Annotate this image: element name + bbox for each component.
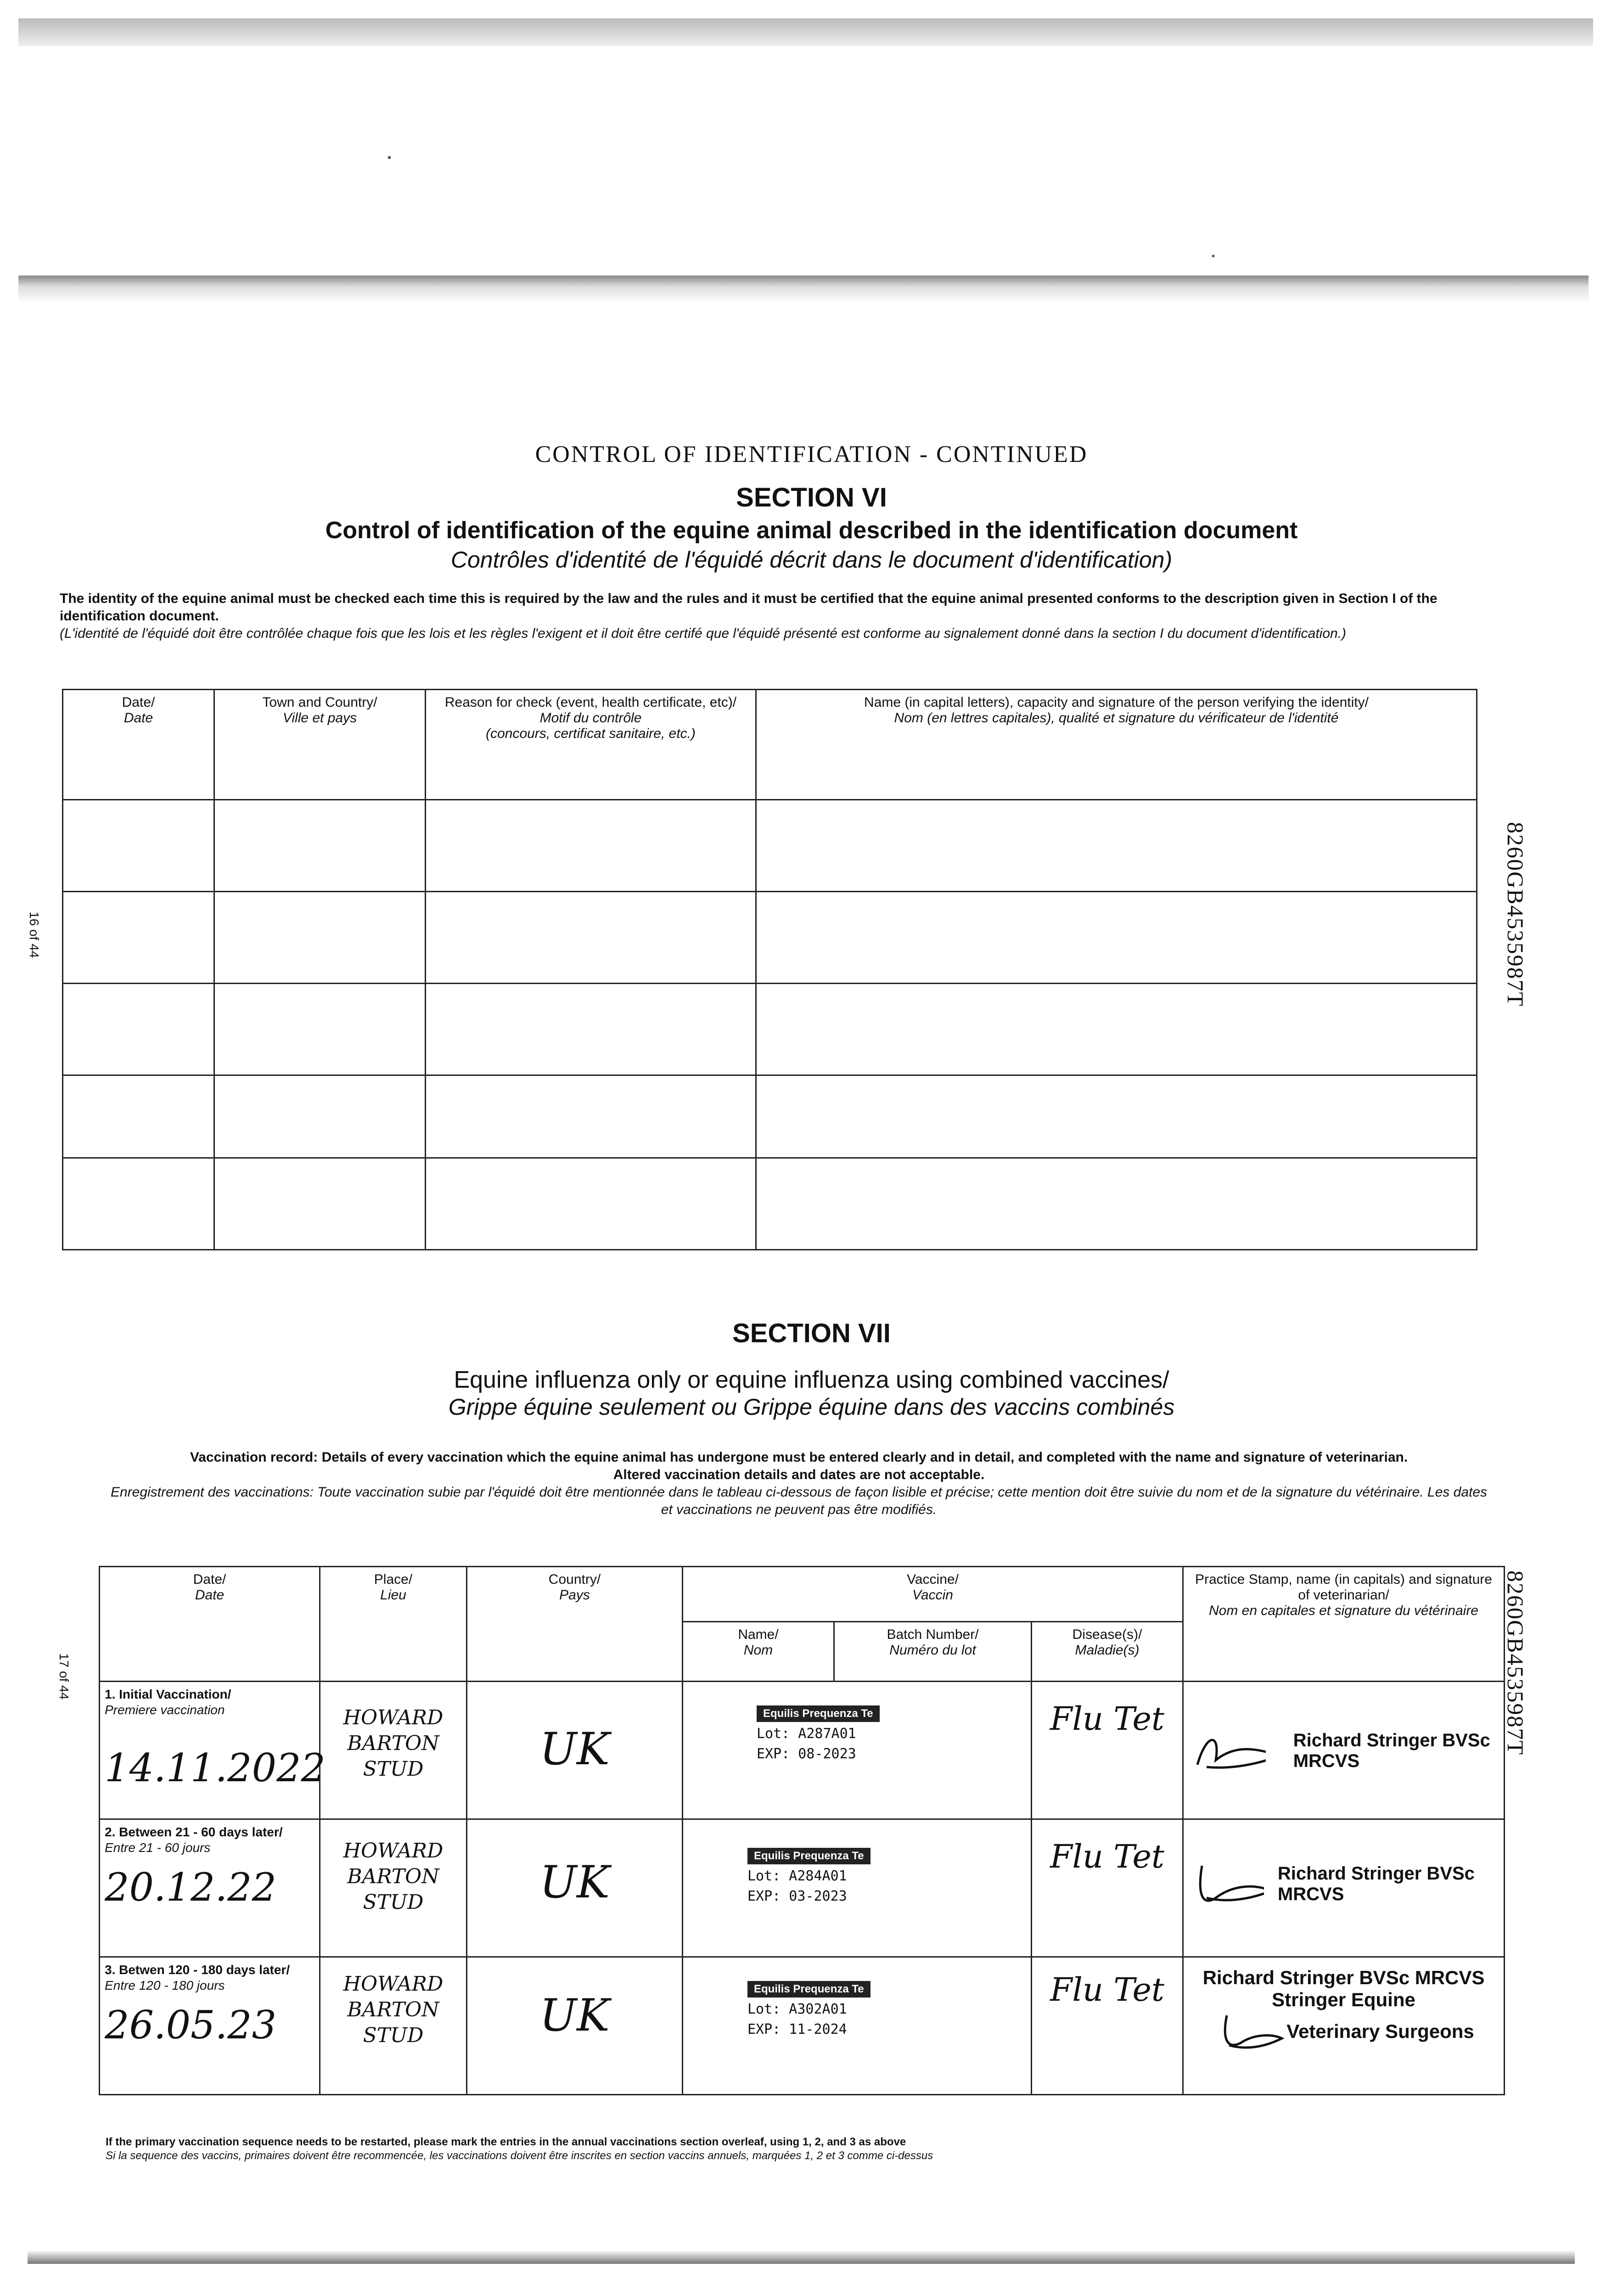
handwritten-country: UK (539, 1990, 610, 2041)
col-place: Place/ (374, 1572, 413, 1587)
vet-stamp-surgeons: Veterinary Surgeons (1286, 2020, 1474, 2042)
handwritten-diseases: Flu Tet (1050, 1838, 1165, 1875)
table-header-row (100, 1567, 1505, 1622)
scan-top-edge (18, 18, 1593, 46)
col-batch-number: Batch Number/ (887, 1627, 979, 1642)
section7-paragraph-en-note: Altered vaccination details and dates are not acceptable. (613, 1467, 985, 1482)
col-vaccine-name-fr: Nom (743, 1643, 773, 1658)
col-date: Date/ (122, 695, 155, 710)
col-reason-fr-detail: (concours, certificat sanitaire, etc.) (486, 726, 696, 741)
col-date: Date/ (193, 1572, 226, 1587)
vaccine-label: Equilis Prequenza Te (747, 1981, 870, 1998)
col-verifier-fr: Nom (en lettres capitales), qualité et signature du vérificateur de l'identité (894, 710, 1339, 726)
section7-subtitle-fr: Grippe équine seulement ou Grippe équine dans des vaccins combinés (448, 1394, 1175, 1420)
row-label: 2. Between 21 - 60 days later/ (105, 1825, 283, 1839)
col-batch-number-fr: Numéro du lot (889, 1643, 976, 1658)
vet-signature (1213, 2011, 1286, 2052)
vaccine-label: Equilis Prequenza Te (747, 1848, 870, 1864)
section7-paragraph-fr: Enregistrement des vaccinations: Toute vaccination subie par l'équidé doit être mentionnée dans le tableau ci-dessous de façon lisible et précise; cette mention doit être suivie du nom et de la signature du vétérinaire. Les dates et vaccinations ne peuvent pas être modifiés. (110, 1485, 1488, 1517)
vet-stamp-practice: Stringer Equine (1272, 1989, 1415, 2010)
table-row (63, 1158, 1477, 1250)
section6-subtitle-en: Control of identification of the equine animal described in the identification document (325, 517, 1298, 544)
col-date-fr: Date (195, 1587, 225, 1603)
col-diseases-fr: Maladie(s) (1075, 1643, 1140, 1658)
section7-paragraph-en: Vaccination record: Details of every vaccination which the equine animal has undergone must be entered clearly and in detail, and completed with the name and signature of veterinarian. (190, 1450, 1408, 1465)
handwritten-diseases: Flu Tet (1050, 1971, 1165, 2009)
handwritten-place: HOWARD BARTON STUD (343, 1839, 444, 1914)
section7-subtitle-en: Equine influenza only or equine influenza using combined vaccines/ (454, 1367, 1169, 1393)
section6-paragraph-fr: (L'identité de l'équidé doit être contrôlée chaque fois que les lois et les règles l'exigent et il doit être certifé que l'équidé présenté est conforme au signalement donné dans la section I du document d'identification.) (60, 626, 1347, 641)
col-reason: Reason for check (event, health certificate, etc)/ (444, 695, 737, 710)
col-reason-fr: Motif du contrôle (539, 710, 642, 726)
scan-speck (388, 156, 391, 159)
page-bottom-edge (28, 2250, 1575, 2264)
col-practice-stamp: Practice Stamp, name (in capitals) and signature of veterinarian/ (1195, 1572, 1492, 1603)
row-label-fr: Entre 21 - 60 jours (105, 1840, 211, 1855)
section7-title: SECTION VII (732, 1318, 891, 1348)
handwritten-date: 20.12.22 (105, 1865, 277, 1910)
table-row (63, 1075, 1477, 1158)
col-place-fr: Lieu (380, 1587, 406, 1603)
page-indicator-17: 17 of 44 (57, 1653, 71, 1700)
col-country: Country/ (548, 1572, 601, 1587)
handwritten-place: HOWARD BARTON STUD (343, 1706, 444, 1781)
col-vaccine-name: Name/ (738, 1627, 779, 1642)
handwritten-country: UK (539, 1723, 610, 1775)
vaccination-table (99, 1566, 1505, 2095)
footer-note-en: If the primary vaccination sequence needs to be restarted, please mark the entries in the annual vaccinations section overleaf, using 1, 2, and 3 as above (106, 2136, 906, 2148)
col-practice-stamp-fr: Nom en capitales et signature du vétérinaire (1209, 1603, 1478, 1618)
vaccine-label: Equilis Prequenza Te (757, 1705, 880, 1722)
vet-signature (1188, 1857, 1264, 1912)
batch-expiry: EXP: 08-2023 (757, 1746, 856, 1762)
handwritten-place: HOWARD BARTON STUD (343, 1972, 444, 2047)
page-indicator-16: 16 of 44 (27, 912, 41, 958)
table-header-row (63, 690, 1477, 800)
batch-expiry: EXP: 03-2023 (747, 1888, 847, 1904)
vaccination-row (100, 1957, 1505, 2095)
row-label: 1. Initial Vaccination/ (105, 1687, 231, 1701)
col-town-country-fr: Ville et pays (282, 710, 357, 726)
col-date-fr: Date (124, 710, 153, 726)
col-vaccine-fr: Vaccin (912, 1587, 953, 1603)
col-country-fr: Pays (559, 1587, 590, 1603)
col-town-country: Town and Country/ (262, 695, 377, 710)
page-fold-shadow (18, 276, 1589, 303)
footer-note-fr: Si la sequence des vaccins, primaires doivent être recommencée, les vaccinations doivent être inscrites en section vaccins annuels, marquées 1, 2 et 3 comme ci-dessus (106, 2150, 933, 2162)
section6-title: SECTION VI (736, 483, 887, 512)
col-diseases: Disease(s)/ (1072, 1627, 1142, 1642)
continued-title: CONTROL OF IDENTIFICATION - CONTINUED (535, 441, 1088, 467)
row-label-fr: Premiere vaccination (105, 1703, 225, 1717)
handwritten-date: 26.05.23 (105, 2003, 277, 2048)
table-row (63, 800, 1477, 892)
row-label: 3. Betwen 120 - 180 days later/ (105, 1963, 290, 1977)
vet-stamp: Richard Stringer BVSc MRCVS (1293, 1730, 1490, 1771)
batch-expiry: EXP: 11-2024 (747, 2021, 847, 2037)
vet-stamp: Richard Stringer BVSc MRCVS (1277, 1863, 1475, 1904)
col-verifier: Name (in capital letters), capacity and signature of the person verifying the identity/ (864, 695, 1369, 710)
vaccination-row (100, 1819, 1505, 1957)
vet-stamp-name: Richard Stringer BVSc MRCVS (1202, 1967, 1485, 1988)
vaccination-row (100, 1682, 1505, 1819)
row-label-fr: Entre 120 - 180 jours (105, 1978, 225, 1992)
ueln-number-top: 8260GB4535987T (1503, 822, 1528, 1007)
batch-lot: Lot: A287A01 (757, 1726, 856, 1742)
table-row (63, 892, 1477, 984)
section6-paragraph-en: The identity of the equine animal must be checked each time this is required by the law and the rules and it must be certified that the equine animal presented conforms to the description given in Section I of the identification document. (60, 591, 1438, 624)
handwritten-diseases: Flu Tet (1050, 1700, 1165, 1738)
vet-signature (1188, 1723, 1266, 1778)
col-vaccine: Vaccine/ (907, 1572, 959, 1587)
section6-subtitle-fr: Contrôles d'identité de l'équidé décrit dans le document d'identification) (450, 547, 1173, 573)
handwritten-date: 14.11.2022 (105, 1745, 326, 1790)
batch-lot: Lot: A284A01 (747, 1868, 847, 1884)
scan-speck (1212, 255, 1214, 257)
ueln-number-bottom: 8260GB4535987T (1503, 1570, 1528, 1756)
identity-check-table (62, 689, 1477, 1250)
handwritten-country: UK (539, 1857, 610, 1908)
table-row (63, 984, 1477, 1075)
batch-lot: Lot: A302A01 (747, 2001, 847, 2017)
